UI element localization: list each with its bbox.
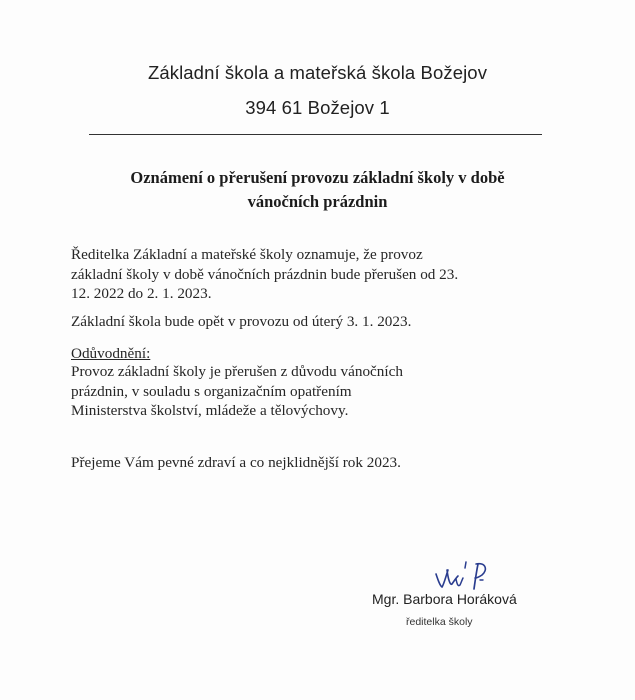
handwritten-signature [430, 556, 500, 592]
paragraph-line: základní školy v době vánočních prázdnin bude přerušen od 23. [71, 265, 459, 283]
justification-heading: Odůvodnění: [71, 345, 151, 362]
school-name: Základní škola a mateřská škola Božejov [147, 62, 488, 83]
header-divider [89, 134, 542, 135]
signer-name: Mgr. Barbora Horáková [372, 591, 517, 607]
signer-role: ředitelka školy [406, 616, 473, 628]
school-address: 394 61 Božejov 1 [245, 97, 390, 118]
paragraph-line: Ministerstva školství, mládeže a tělovýchovy. [71, 402, 349, 419]
paragraph-line: 12. 2022 do 2. 1. 2023. [71, 285, 212, 302]
announcement-title [0, 166, 635, 214]
justification-paragraph [71, 362, 403, 421]
announcement-paragraph [71, 245, 551, 304]
paragraph-line: Provoz základní školy je přerušen z důvodu vánočních [71, 363, 403, 380]
paragraph-line: Ředitelka Základní a mateřské školy oznamuje, že provoz [71, 246, 423, 263]
paragraph-line: prázdnin, v souladu s organizačním opatřením [71, 382, 352, 400]
reopening-paragraph: Základní škola bude opět v provozu od úterý 3. 1. 2023. [71, 313, 412, 330]
title-line: vánočních prázdnin [247, 192, 388, 211]
wishes-paragraph: Přejeme Vám pevné zdraví a co nejklidnější rok 2023. [71, 454, 401, 471]
title-line: Oznámení o přerušení provozu základní školy v době [130, 168, 505, 187]
